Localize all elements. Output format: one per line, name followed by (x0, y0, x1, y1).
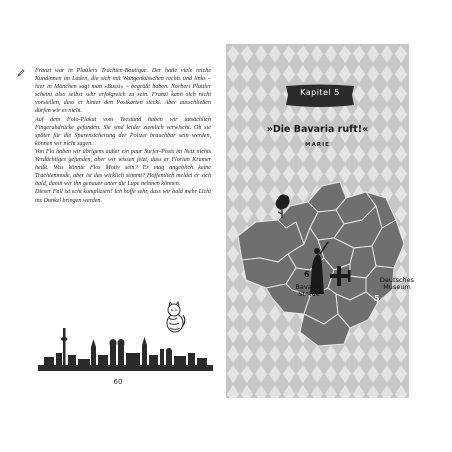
marker-number: 6 (304, 270, 310, 279)
right-page (226, 44, 415, 398)
paragraph: Franzi war in Plattlers Trachten-Boutique. Der hatte viele reiche Kundinnen im Laden, die sich mit Wangenküsschen rechts und links – hier in München sagt man »Bussi« – begrüßt haben. Norbert Plattler scheint also selbst sehr erfolgreich zu sein. Franzi kann sich nicht vorstellen, dass er hinter den Postkarten steckt. Aber ausschließen dürfen wir es nicht. (35, 68, 211, 115)
page-number: 60 (113, 378, 123, 386)
chapter-author: MARIE (305, 142, 330, 148)
marker-label: Bavaria- Statue (295, 283, 323, 298)
chapter-title: »Die Bavaria ruft!« (266, 124, 369, 135)
body-text (35, 67, 211, 205)
marker-label: Deutsches Museum (379, 276, 415, 291)
paragraph: Dieser Fall ist echt kompliziert! Ich hoffe sehr, dass wir bald mehr Licht ins Dunkel bringen werden. (35, 189, 211, 204)
chapter-label: Kapitel 5 (300, 88, 340, 97)
paragraph: Auf dem Foto-Plakat vom Teestand haben wir tatsächlich Fingerabdrücke gefunden. Sie sind leider ziemlich verwischt. Ob sie später für die Spurensicherung der Polizei brauchbar sein werden, können wir nicht sagen. (35, 116, 211, 147)
paragraph: Von Flo haben wir übrigens außer ein paar Surfer-Posts im Netz nichts Verdächtiges gefunden, aber wir wissen jetzt, dass er Florian Kramer heißt. Was könnte Flos Motiv sein? Er mag angeblich keine Trachtenmode, aber ist das wirklich stimmt? Hoffentlich meldet er sich bald, damit wir ihn genauer unter die Lupe nehmen können. (35, 148, 211, 188)
munich-skyline-illustration (38, 325, 213, 371)
marker-number: 5 (374, 294, 380, 303)
munich-district-map (226, 162, 409, 352)
pencil-icon (17, 69, 25, 77)
